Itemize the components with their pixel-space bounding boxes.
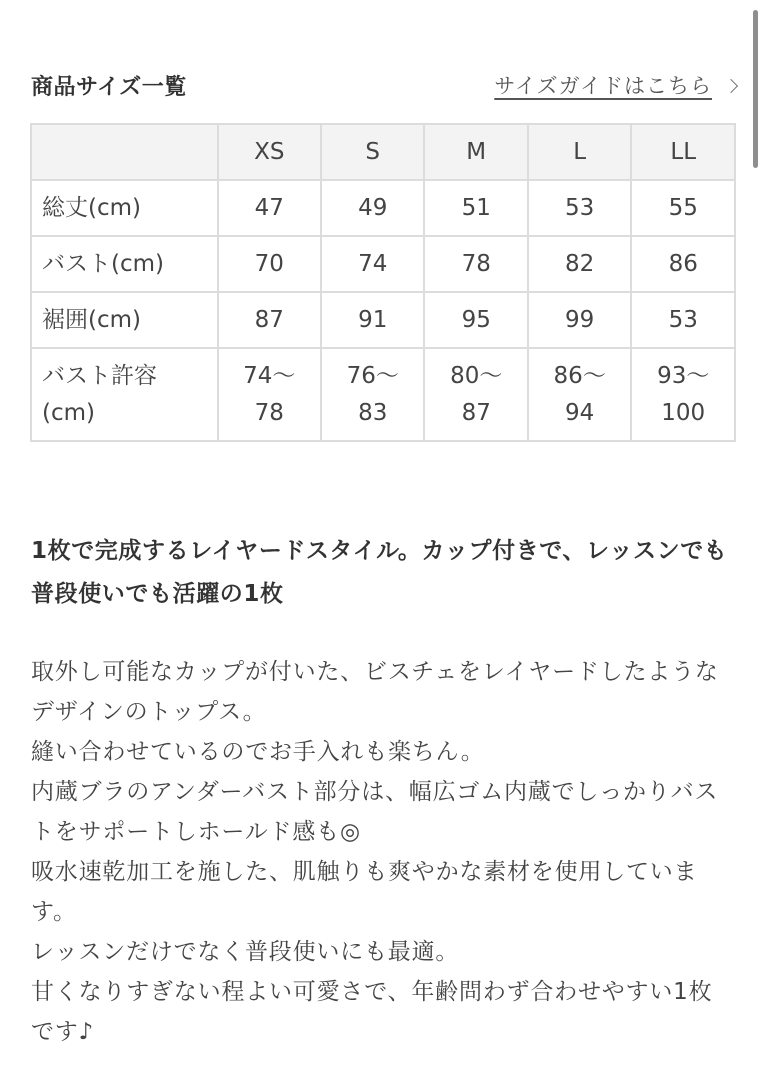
size-value-cell: 49 (321, 180, 424, 236)
product-description (31, 652, 736, 1052)
size-column-header: LL (631, 124, 735, 180)
product-headline: 1枚で完成するレイヤードスタイル。カップ付きで、レッスンでも普段使いでも活躍の1枚 (31, 538, 728, 607)
row-label: 裾囲(cm) (31, 292, 218, 348)
table-row (31, 236, 735, 292)
chevron-right-icon[interactable] (724, 79, 738, 93)
size-value-cell: 99 (528, 292, 631, 348)
description-line: 内蔵ブラのアンダーバスト部分は、幅広ゴム内蔵でしっかりバストをサポートしホールド感も◎ (31, 779, 719, 845)
size-value-cell: 93〜 100 (631, 348, 735, 441)
size-column-header: M (424, 124, 527, 180)
description-line: 甘くなりすぎない程よい可愛さで、年齢問わず合わせやすい1枚です♪ (31, 979, 713, 1045)
size-value-cell: 78 (424, 236, 527, 292)
size-value-cell: 51 (424, 180, 527, 236)
size-value-cell: 95 (424, 292, 527, 348)
size-value-cell: 70 (218, 236, 321, 292)
size-value-cell: 55 (631, 180, 735, 236)
size-table (30, 123, 736, 442)
size-value-cell: 47 (218, 180, 321, 236)
size-value-cell: 74〜 78 (218, 348, 321, 441)
size-section-title: 商品サイズ一覧 (31, 75, 187, 100)
description-line: 吸水速乾加工を施した、肌触りも爽やかな素材を使用しています。 (31, 859, 698, 925)
size-table-header-row (31, 124, 735, 180)
size-table-corner-cell (31, 124, 218, 180)
table-row (31, 348, 735, 441)
size-guide-link[interactable] (494, 70, 736, 100)
size-value-cell: 86 (631, 236, 735, 292)
size-value-cell: 74 (321, 236, 424, 292)
description-line: レッスンだけでなく普段使いにも最適。 (31, 939, 460, 965)
size-column-header: XS (218, 124, 321, 180)
row-label: バスト(cm) (31, 236, 218, 292)
row-label: 総丈(cm) (31, 180, 218, 236)
size-value-cell: 87 (218, 292, 321, 348)
row-label: バスト許容 (cm) (31, 348, 218, 441)
size-value-cell: 53 (528, 180, 631, 236)
size-value-cell: 91 (321, 292, 424, 348)
size-value-cell: 86〜 94 (528, 348, 631, 441)
page-scrollbar[interactable] (753, 10, 758, 168)
size-value-cell: 76〜 83 (321, 348, 424, 441)
description-line: 縫い合わせているのでお手入れも楽ちん。 (31, 739, 485, 765)
size-column-header: L (528, 124, 631, 180)
size-column-header: S (321, 124, 424, 180)
size-section-header (31, 64, 736, 104)
size-value-cell: 82 (528, 236, 631, 292)
size-value-cell: 80〜 87 (424, 348, 527, 441)
table-row (31, 292, 735, 348)
table-row (31, 180, 735, 236)
description-line: 取外し可能なカップが付いた、ビスチェをレイヤードしたようなデザインのトップス。 (31, 659, 719, 725)
size-guide-link-text[interactable]: サイズガイドはこちら (494, 74, 712, 98)
size-value-cell: 53 (631, 292, 735, 348)
